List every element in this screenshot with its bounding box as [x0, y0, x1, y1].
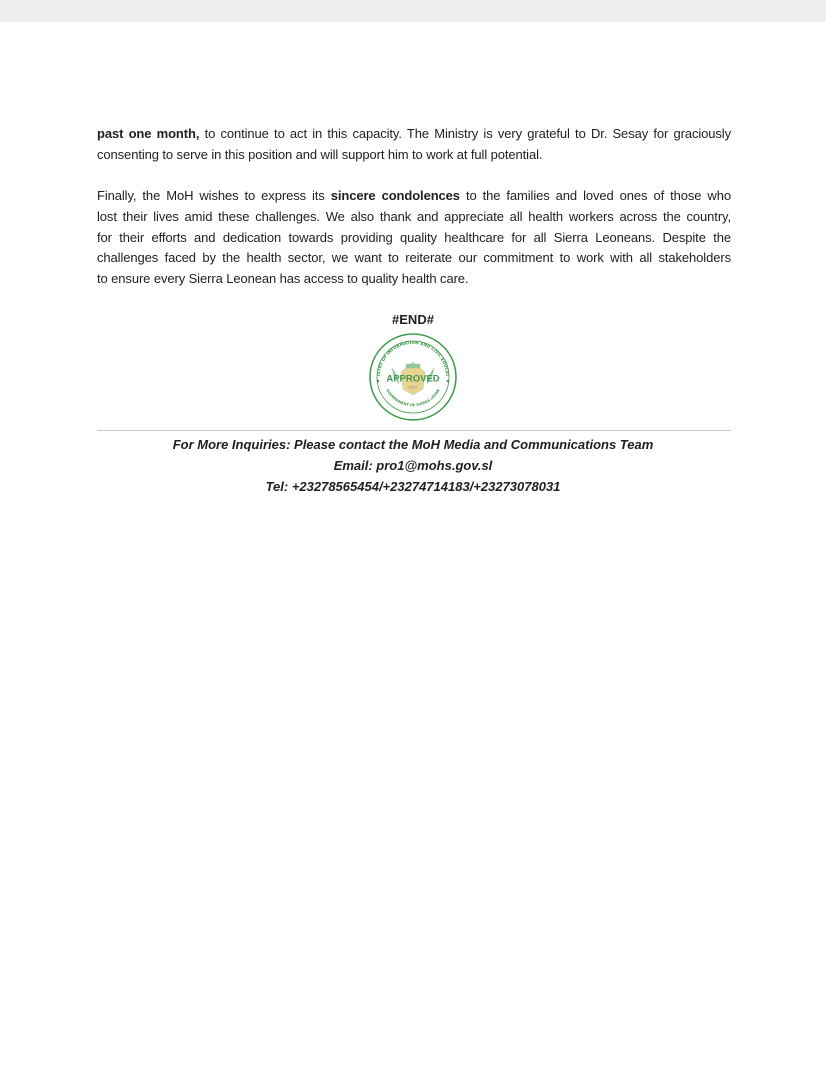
contact-email: Email: pro1@mohs.gov.sl	[333, 458, 493, 473]
seal-date-text: 2022	[408, 385, 418, 390]
bold-phrase-sincere-condolences: sincere condolences	[330, 188, 460, 203]
paragraph2-line4: challenges faced by the health sector, we want to reiterate our commitment to work with all stakeholders	[97, 250, 731, 266]
contact-inquiries: For More Inquiries: Please contact the MoH Media and Communications Team	[172, 437, 654, 452]
paragraph2-line1: Finally, the MoH wishes to express its sincere condolences to the families and loved ones of those who	[97, 188, 731, 203]
seal-approved-text: APPROVED	[386, 373, 440, 385]
approved-seal-icon	[368, 332, 458, 422]
paragraph1-line2: consenting to serve in this position and will support him to work at full potential.	[97, 146, 543, 162]
document-page	[0, 22, 826, 1080]
paragraph2-line2: lost their lives amid these challenges. We also thank and appreciate all health workers across the country,	[97, 208, 731, 224]
bold-phrase-past-one-month: past one month,	[97, 126, 200, 141]
paragraph1-line1: past one month, to continue to act in this capacity. The Ministry is very grateful to Dr. Sesay for graciously	[97, 126, 731, 141]
contact-telephone: Tel: +23278565454/+23274714183/+23273078031	[265, 479, 561, 494]
paragraph-appointment-closing	[97, 124, 731, 166]
paragraph2-line3: for their efforts and dedication towards providing quality healthcare for all Sierra Leoneans. Despite the	[97, 229, 731, 245]
end-marker: #END#	[392, 312, 434, 327]
footer-divider	[97, 430, 731, 431]
seal-ring-top-text: ISTRY OF INFORMATION AND CIVIC EDUCAT	[376, 339, 451, 377]
paragraph-condolences	[97, 186, 731, 290]
seal-ring-bottom-text: GOVERNMENT OF SIERRA LEONE	[385, 388, 441, 408]
top-strip	[0, 0, 826, 22]
paragraph2-line5: to ensure every Sierra Leonean has access to quality health care.	[97, 271, 469, 287]
